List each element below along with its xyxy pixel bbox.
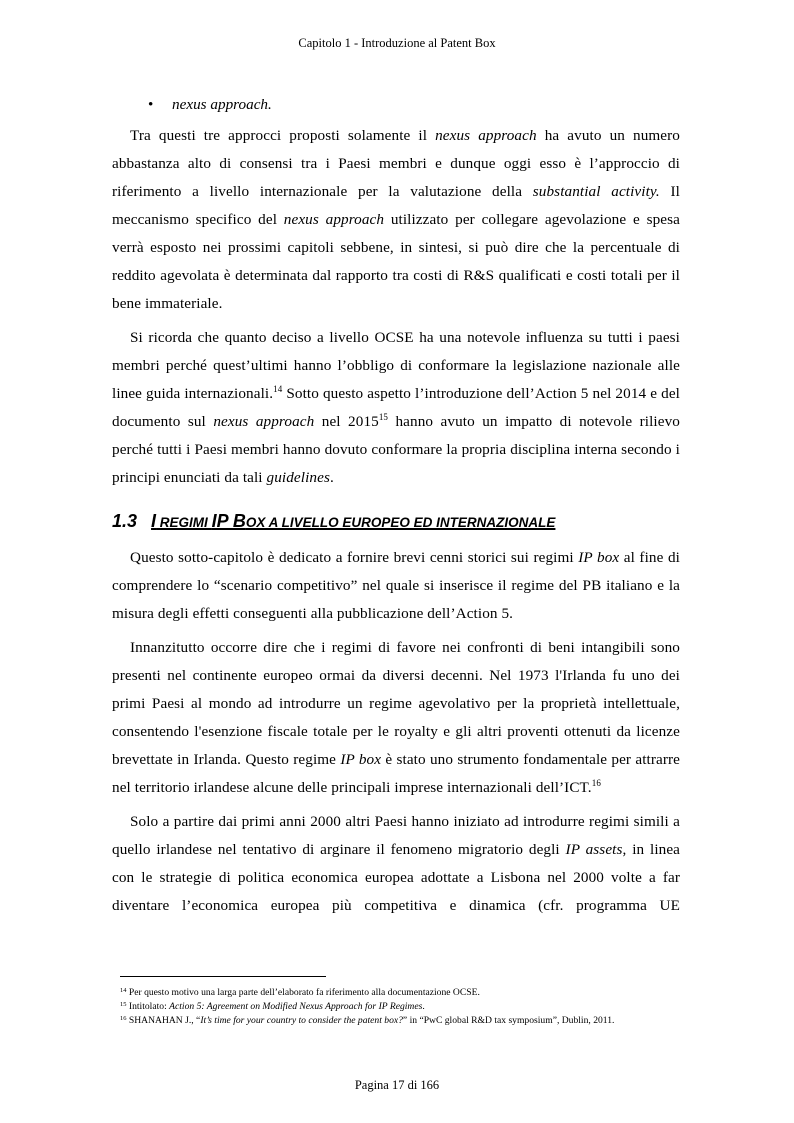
bullet-text: nexus approach. <box>172 96 272 113</box>
bullet-dot-icon: • <box>148 96 154 113</box>
paragraph-nexus-approach: Tra questi tre approcci proposti solamente il nexus approach ha avuto un numero abbastanza alto di consensi tra i Paesi membri e dunque oggi esso è l’approccio di riferimento a livello internazionale per la valutazione della substantial activity. Il meccanismo specifico del nexus approach utilizzato per collegare agevolazione e spesa verrà esposto nei prossimi capitoli sebbene, in sintesi, si può dire che la percentuale di reddito agevolata è determinata dal rapporto tra costi di R&S qualificati e costi totali per il bene immateriale. <box>112 127 680 312</box>
footnote-ref-16[interactable]: 16 <box>591 778 601 788</box>
page-number: Pagina 17 di 166 <box>354 1078 440 1092</box>
paragraph-subchapter-intro: Questo sotto-capitolo è dedicato a fornire brevi cenni storici sui regimi IP box al fine di comprendere lo “scenario competitivo” nel quale si inserisce il regime del PB italiano e la misura degli effetti conseguenti alla pubblicazione dell’Action 5. <box>112 549 680 622</box>
paragraph-ireland-history: Innanzitutto occorre dire che i regimi di favore nei confronti di beni intangibili sono presenti nel continente europeo ormai da diversi decenni. Nel 1973 l'Irlanda fu uno dei primi Paesi al mondo ad introdurre un regime agevolativo per la proprietà intellettuale, consentendo l'esenzione fiscale totale per le royalty e gli altri proventi ottenuti da licenze brevettate in Irlanda. Questo regime IP box è stato uno strumento fondamentale per attrarre nel territorio irlandese alcune delle principali imprese internazionali dell’ICT.$^{16}$ <box>112 639 681 796</box>
footnote-separator <box>120 976 326 977</box>
running-header: Capitolo 1 - Introduzione al Patent Box <box>298 36 496 50</box>
footnote-14: $^{14}$ Per questo motivo una larga parte dell’elaborato fa riferimento alla documentazione OCSE. <box>120 987 480 998</box>
footnote-ref-14[interactable]: 14 <box>273 384 283 394</box>
page-body <box>112 90 680 926</box>
bullet-item <box>112 90 680 120</box>
paragraph-ocse-influence: Si ricorda che quanto deciso a livello OCSE ha una notevole influenza su tutti i paesi membri perché quest’ultimi hanno l’obbligo di conformare la legislazione nazionale alle linee guida internazionali.$^{14}$ Sotto questo aspetto l’introduzione dell’Action 5 nel 2014 e del documento sul nexus approach nel 2015$^{15}$ hanno avuto un impatto di notevole rilievo perché tutti i Paesi membri hanno dovuto conformare la propria disciplina interna secondo i principi enunciati da tali guidelines. <box>112 329 680 486</box>
footnote-15: $^{15}$ Intitolato: Action 5: Agreement on Modified Nexus Approach for IP Regimes. <box>120 1001 425 1012</box>
footnote-16: $^{16}$ SHANAHAN J., “It’s time for your country to consider the patent box?” in “PwC global R&D tax symposium”, Dublin, 2011. <box>120 1015 615 1026</box>
section-number: 1.3 <box>112 511 138 531</box>
section-heading <box>112 506 680 538</box>
footnotes <box>120 986 690 1028</box>
footnote-ref-15[interactable]: 15 <box>378 412 389 422</box>
section-title: I REGIMI IP BOX A LIVELLO EUROPEO ED INTERNAZIONALE <box>151 511 556 531</box>
paragraph-other-countries: Solo a partire dai primi anni 2000 altri Paesi hanno iniziato ad introdurre regimi simili a quello irlandese nel tentativo di arginare il fenomeno migratorio degli IP assets, in linea con le strategie di politica economica europea adottate a Lisbona nel 2000 volte a far diventare l’economica europea più competitiva e dinamica (cfr. programma UE <box>112 813 681 914</box>
